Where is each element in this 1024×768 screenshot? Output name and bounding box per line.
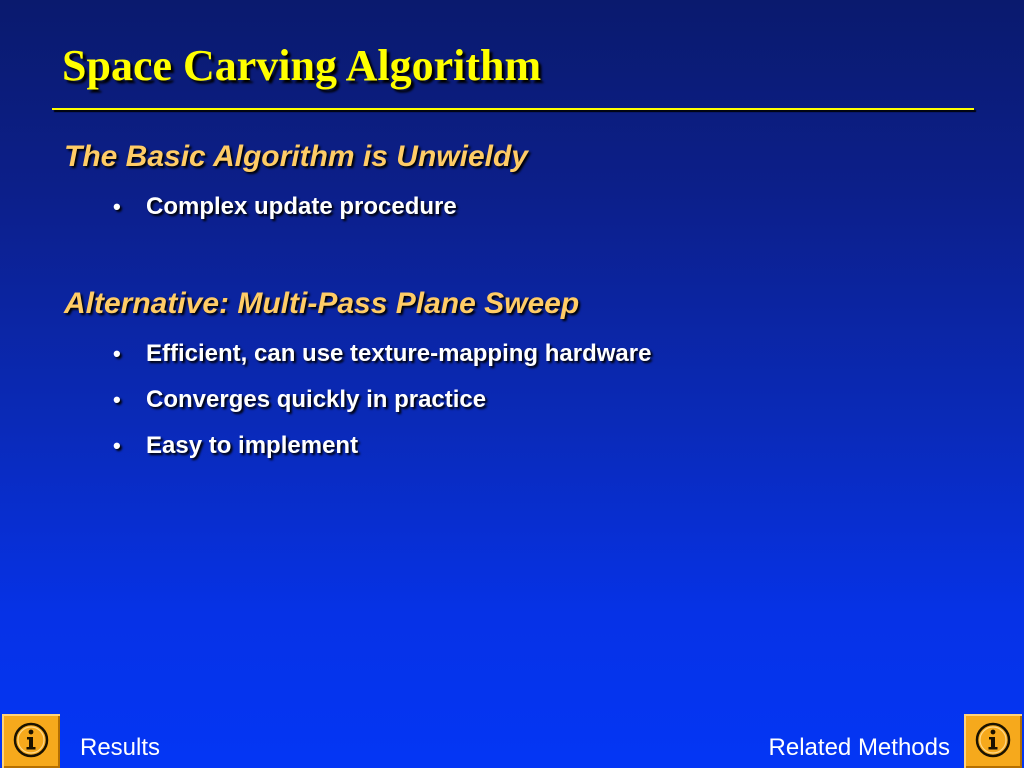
bullet-text: Converges quickly in practice — [146, 386, 487, 413]
previous-slide-link[interactable]: Results — [80, 734, 161, 761]
bullet-item — [0, 194, 1024, 240]
bullet-text: Easy to implement — [146, 432, 359, 459]
bullet-marker: • — [113, 387, 121, 412]
section-heading-basic-algorithm: The Basic Algorithm is Unwieldy — [64, 140, 528, 173]
next-slide-link[interactable]: Related Methods — [768, 734, 950, 761]
next-slide-button[interactable] — [964, 714, 1022, 768]
bullet-marker: • — [113, 433, 121, 458]
previous-slide-button[interactable] — [2, 714, 60, 768]
section-heading-alternative: Alternative: Multi-Pass Plane Sweep — [64, 287, 580, 320]
bullet-marker: • — [113, 194, 121, 219]
info-icon — [974, 721, 1012, 759]
bullet-marker: • — [113, 341, 121, 366]
bullet-list-alternative — [0, 341, 1024, 479]
slide-title: Space Carving Algorithm — [62, 41, 542, 90]
info-icon — [12, 721, 50, 759]
bullet-list-basic-algorithm — [0, 194, 1024, 240]
bullet-text: Complex update procedure — [146, 193, 457, 220]
bullet-item — [0, 433, 1024, 479]
bullet-text: Efficient, can use texture-mapping hardware — [146, 340, 652, 367]
bullet-item — [0, 387, 1024, 433]
bullet-item — [0, 341, 1024, 387]
title-underline — [52, 108, 974, 110]
